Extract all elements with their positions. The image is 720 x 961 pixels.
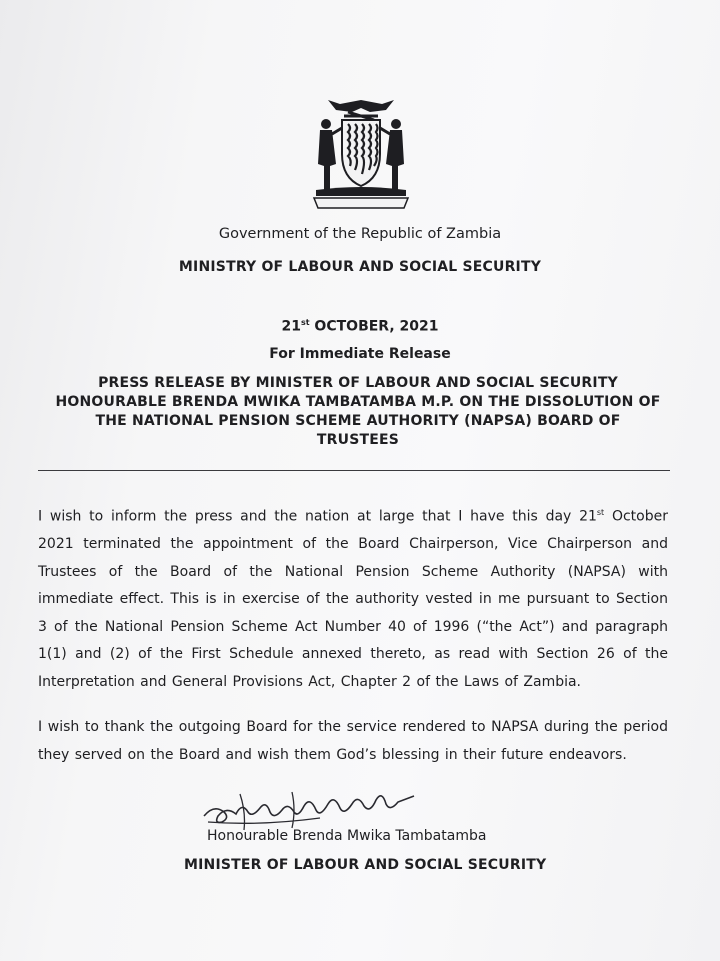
para1-superscript: st [596, 508, 605, 517]
release-date [0, 318, 720, 335]
ministry-heading: MINISTRY OF LABOUR AND SOCIAL SECURITY [178, 259, 542, 275]
para1-text-a: I wish to inform the press and the nation at large that I have this day 21 [38, 508, 597, 525]
press-release-title: PRESS RELEASE BY MINISTER OF LABOUR AND SOCIAL SECURITY HONOURABLE BRENDA MWIKA TAMBATAMBA M.P. ON THE DISSOLUTION OF THE NATIONAL PENSION SCHEME AUTHORITY (NAPSA) BOARD OF TRUSTEES [55, 375, 661, 448]
date-day: 21 [281, 318, 301, 335]
body-paragraph-2: I wish to thank the outgoing Board for the service rendered to NAPSA during the period they served on the Board and wish them God’s blessing in their future endeavors. [38, 719, 668, 763]
signatory-name: Honourable Brenda Mwika Tambatamba [207, 828, 487, 844]
date-suffix: st [300, 318, 310, 327]
date-rest: OCTOBER, 2021 [309, 318, 439, 335]
body-paragraph-1 [38, 499, 668, 696]
divider [38, 470, 670, 471]
government-heading: Government of the Republic of Zambia [218, 226, 502, 242]
coat-of-arms-icon [306, 94, 416, 212]
para1-text-b: October 2021 terminated the appointment of the Board Chairperson, Vice Chairperson and Trustees of the Board of the National Pension Scheme Authority (NAPSA) with immediate effect. This is in exercise of the authority vested in me pursuant to Section 3 of the National Pension Scheme Act Number 40 of 1996 (“the Act”) and paragraph 1(1) and (2) of the First Schedule annexed thereto, as read with Section 26 of the Interpretation and General Provisions Act, Chapter 2 of the Laws of Zambia. [38, 508, 668, 690]
release-note: For Immediate Release [269, 346, 451, 362]
signatory-title: MINISTER OF LABOUR AND SOCIAL SECURITY [184, 857, 547, 873]
